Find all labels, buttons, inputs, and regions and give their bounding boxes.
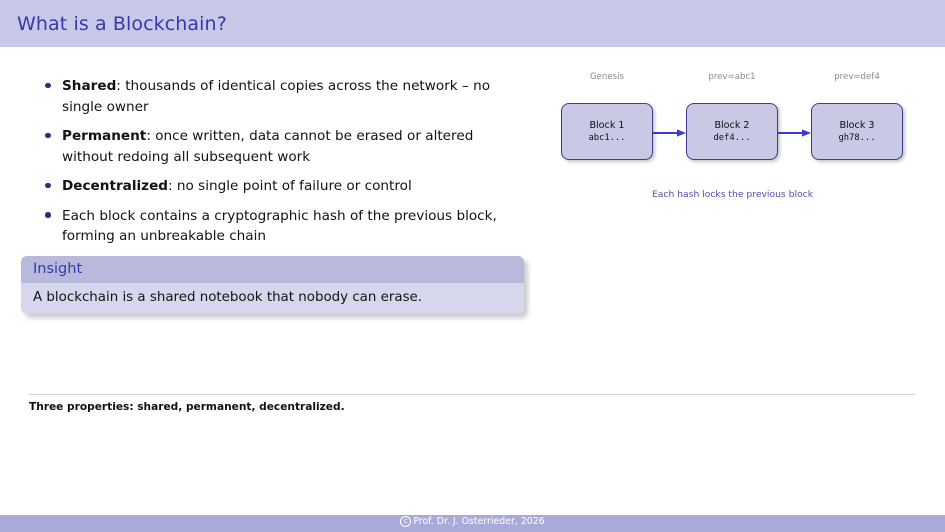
list-item-lead: Shared — [62, 78, 117, 94]
chain-block-title: Block 3 — [839, 119, 875, 131]
footer-credit — [0, 516, 945, 527]
insight-block — [21, 256, 524, 314]
bullet-dot-icon — [45, 183, 51, 189]
list-item-text: once written, data cannot be erased or altered without redoing all subsequent work — [62, 128, 474, 165]
list-item-lead: Decentralized — [62, 178, 169, 194]
chain-block-2 — [686, 103, 778, 160]
copyright-icon: c — [400, 516, 411, 527]
list-item-text: Each block contains a cryptographic hash of the previous block, forming an unbreakable chain — [62, 207, 497, 244]
takeaway-text: Three properties: shared, permanent, decentralized. — [29, 401, 345, 413]
chain-block-hash: def4... — [713, 132, 751, 143]
list-item — [41, 76, 521, 117]
list-item-separator: : — [168, 178, 177, 194]
list-item-lead: Permanent — [62, 128, 147, 144]
diagram-caption: Each hash locks the previous block — [651, 189, 814, 200]
arrow-right-icon — [778, 129, 811, 137]
chain-block-hash: gh78... — [838, 132, 876, 143]
list-item — [41, 126, 521, 167]
bullet-dot-icon — [45, 83, 51, 89]
chain-block-title: Block 2 — [714, 119, 750, 131]
arrow-right-icon — [653, 129, 686, 137]
slide-title-bar — [0, 0, 945, 47]
chain-block-title: Block 1 — [589, 119, 625, 131]
chain-block-label: prev=def4 — [834, 72, 880, 82]
chain-block-1 — [561, 103, 653, 160]
list-item-separator: : — [116, 78, 126, 94]
chain-block-hash: abc1... — [588, 132, 626, 143]
list-item-separator: : — [146, 128, 156, 144]
list-item — [41, 206, 521, 247]
list-item — [41, 176, 521, 197]
list-item-text: no single point of failure or control — [176, 178, 412, 194]
chain-block-label: prev=abc1 — [708, 72, 756, 82]
list-item-text: thousands of identical copies across the network – no single owner — [62, 78, 491, 115]
insight-block-body: A blockchain is a shared notebook that nobody can erase. — [21, 283, 524, 314]
takeaway-divider — [29, 394, 915, 395]
footer-credit-text: Prof. Dr. J. Osterrieder, 2026 — [413, 516, 545, 527]
chain-block-label: Genesis — [589, 72, 625, 82]
page-title: What is a Blockchain? — [17, 13, 227, 35]
bullet-dot-icon — [45, 133, 51, 139]
insight-block-title: Insight — [21, 256, 524, 283]
bullet-list — [41, 76, 521, 256]
chain-block-3 — [811, 103, 903, 160]
bullet-dot-icon — [45, 212, 51, 218]
blockchain-diagram — [560, 72, 905, 212]
